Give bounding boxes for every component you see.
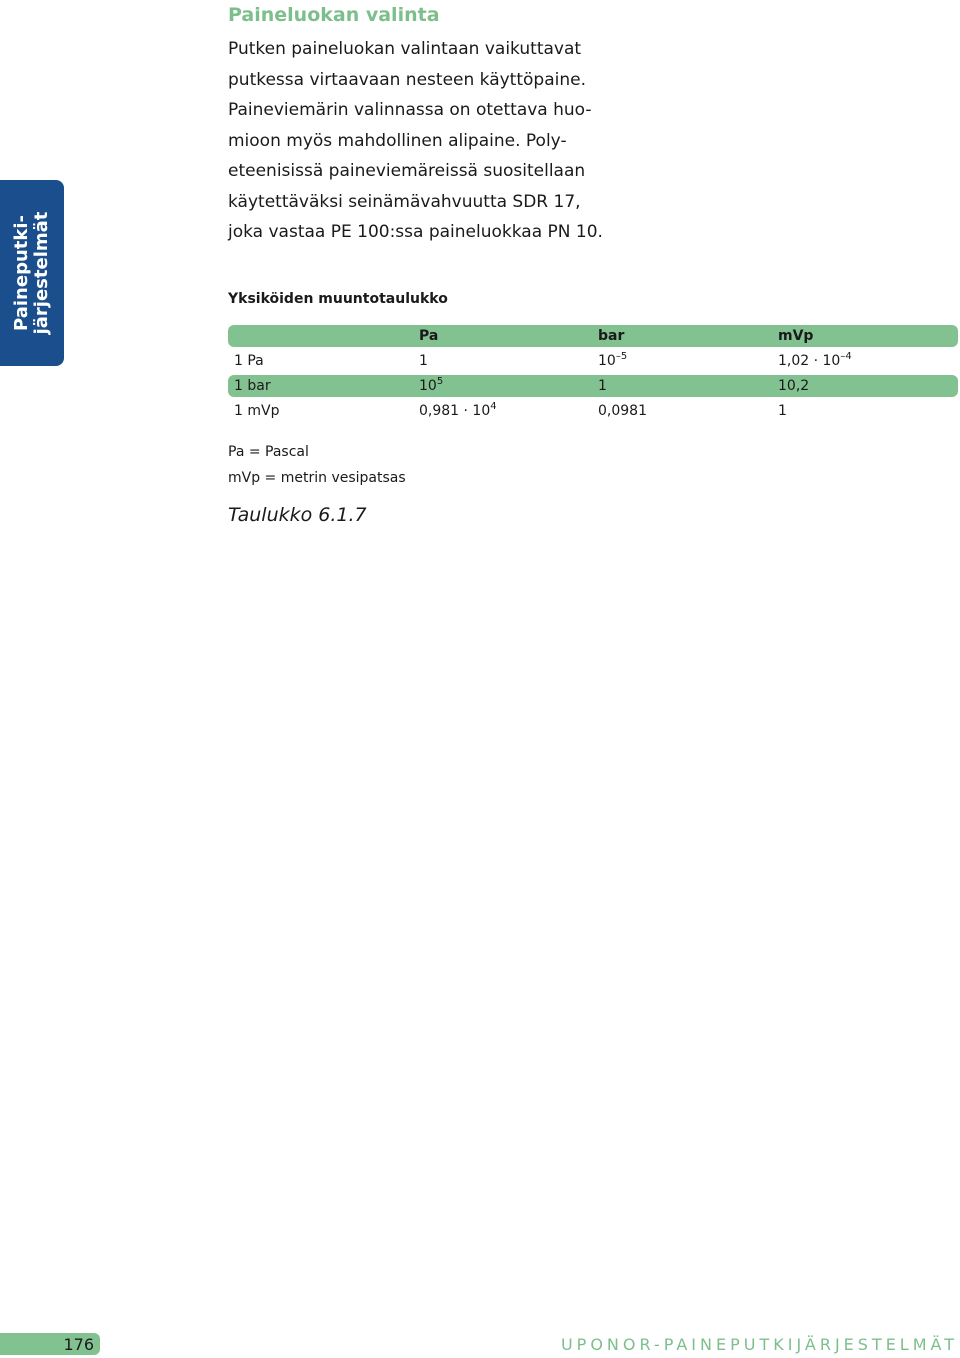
bar-cell <box>598 352 627 370</box>
column-header-bar: bar <box>598 328 625 344</box>
cell-base: 0,981 · 10 <box>419 403 491 419</box>
cell-base: 0,0981 <box>598 403 647 419</box>
note-mvp: mVp = metrin vesipatsas <box>228 470 406 486</box>
cell-base: 1,02 · 10 <box>778 353 841 369</box>
table-caption: Taulukko 6.1.7 <box>228 504 367 526</box>
unit-conversion-table <box>228 325 958 425</box>
page-number-bar <box>0 1333 100 1355</box>
cell-base: 10 <box>598 353 616 369</box>
paragraph-line: Paineviemärin valinnassa on otettava huo- <box>228 100 592 120</box>
table-title: Yksiköiden muuntotaulukko <box>228 291 448 307</box>
section-paragraph <box>228 34 603 248</box>
paragraph-line: Putken paineluokan valintaan vaikuttavat <box>228 39 582 59</box>
bar-cell <box>598 402 647 420</box>
cell-base: 10 <box>419 378 437 394</box>
table-row <box>228 375 958 397</box>
side-tab-line-1: Paineputki- <box>11 215 32 331</box>
cell-exponent: 4 <box>490 401 497 412</box>
table-row <box>228 350 958 372</box>
cell-exponent: 5 <box>436 376 444 387</box>
footer-title: UPONOR-PAINEPUTKIJÄRJESTELMÄT <box>560 1335 958 1354</box>
pa-cell <box>419 377 443 395</box>
mvp-cell <box>778 377 809 395</box>
side-tab-line-2: järjestelmät <box>31 211 52 335</box>
bar-cell <box>598 377 607 395</box>
section-heading: Paineluokan valinta <box>228 4 440 26</box>
paragraph-line: mioon myös mahdollinen alipaine. Poly- <box>228 130 567 151</box>
cell-exponent: –5 <box>615 351 628 362</box>
row-unit-cell: 1 Pa <box>234 353 264 369</box>
pa-cell <box>419 352 428 370</box>
cell-base: 1 <box>598 378 607 394</box>
column-header-pa: Pa <box>419 328 439 344</box>
row-unit-cell: 1 bar <box>234 378 271 394</box>
side-tab <box>0 180 64 366</box>
mvp-cell <box>778 352 852 370</box>
page-number: 176 <box>63 1335 94 1354</box>
column-header-mvp: mVp <box>778 328 814 344</box>
table-row <box>228 400 958 422</box>
paragraph-line: joka vastaa PE 100:ssa paineluokkaa PN 10. <box>228 222 603 242</box>
cell-base: 1 <box>419 353 428 369</box>
cell-exponent: –4 <box>840 351 852 362</box>
paragraph-line: putkessa virtaavaan nesteen käyttöpaine. <box>228 69 586 90</box>
pa-cell <box>419 402 497 420</box>
table-header-row <box>228 325 958 347</box>
cell-base: 10,2 <box>778 378 810 394</box>
paragraph-line: eteenisissä paineviemäreissä suositellaan <box>228 161 586 181</box>
row-unit-cell: 1 mVp <box>234 403 280 419</box>
mvp-cell <box>778 402 787 420</box>
note-pascal: Pa = Pascal <box>228 444 309 460</box>
cell-base: 1 <box>778 403 787 419</box>
side-tab-label <box>12 212 52 335</box>
paragraph-line: käytettäväksi seinämävahvuutta SDR 17, <box>228 191 581 212</box>
